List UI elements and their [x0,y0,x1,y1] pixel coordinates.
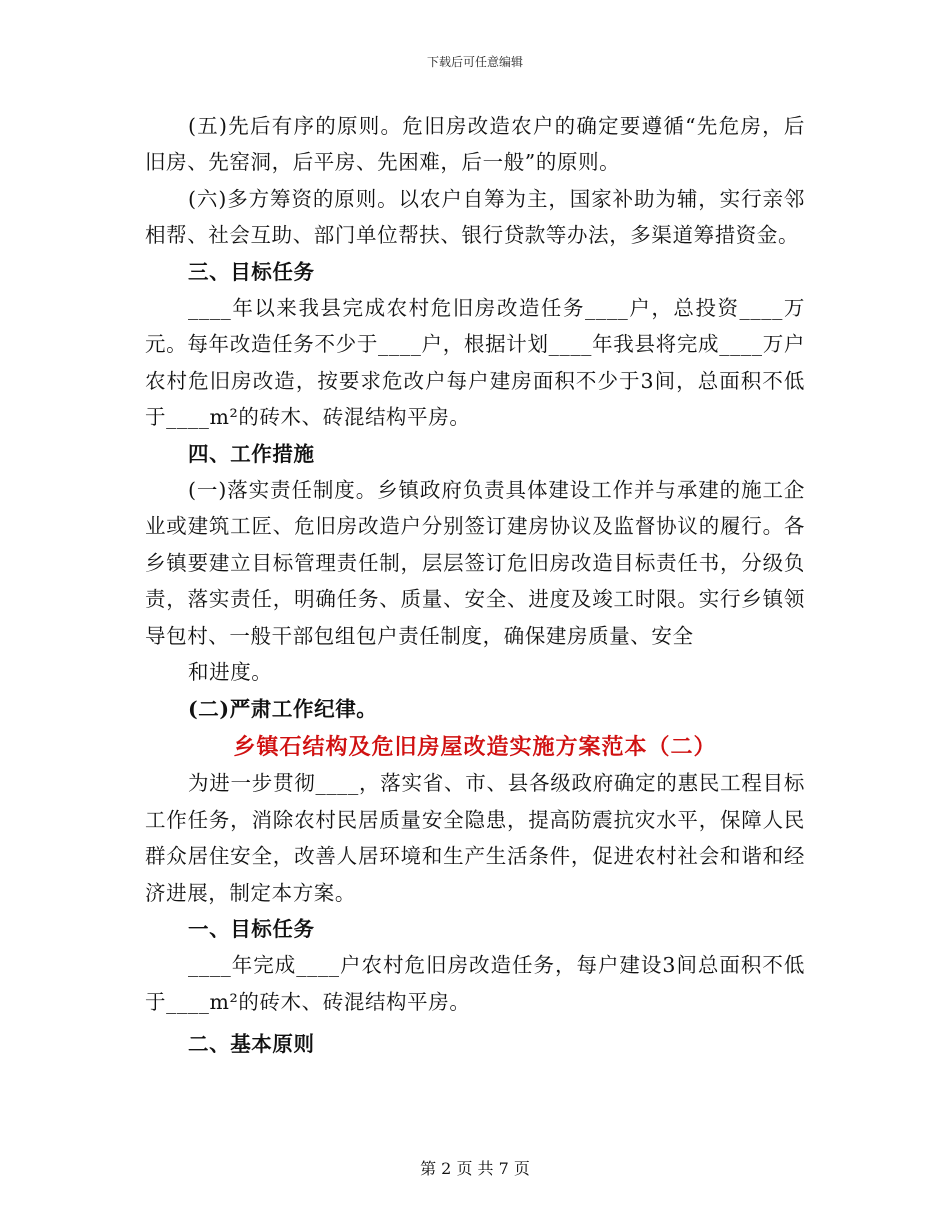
paragraph-principle-5: (五)先后有序的原则。危旧房改造农户的确定要遵循“先危房，后旧房、先窑洞，后平房、先困难，后一般”的原则。 [145,114,805,175]
paragraph-responsibility-end: 和进度。 [188,660,273,685]
document-title-2: 乡镇石结构及危旧房屋改造实施方案范本（二） [233,733,717,760]
heading-basic-principles: 二、基本原则 [188,1032,315,1057]
page-footer: 第 2 页 共 7 页 [420,1159,530,1178]
page-header: 下载后可任意编辑 [426,55,523,69]
heading-target-tasks: 一、目标任务 [188,916,315,941]
heading-discipline: (二)严肃工作纪律。 [188,696,378,721]
paragraph-responsibility: (一)落实责任制度。乡镇政府负责具体建设工作并与承建的施工企业或建筑工匠、危旧房改造户分别签订建房协议及监督协议的履行。各乡镇要建立目标管理责任制，层层签订危旧房改造目标责任书，分级负责，落实责任，明确任务、质量、安全、进度及竣工时限。实行乡镇领导包村、一般干部包组包户责任制度，确保建房质量、安全 [145,478,805,648]
document-body [145,108,805,1063]
heading-section-4: 四、工作措施 [188,441,315,466]
paragraph-target-detail: ____年完成____户农村危旧房改造任务，每户建设3间总面积不低于____m²的砖木、砖混结构平房。 [145,953,805,1014]
paragraph-principle-6: (六)多方筹资的原则。以农户自筹为主，国家补助为辅，实行亲邻相帮、社会互助、部门单位帮扶、银行贷款等办法，多渠道筹措资金。 [145,186,805,248]
paragraph-target-tasks: ____年以来我县完成农村危旧房改造任务____户，总投资____万元。每年改造任务不少于____户，根据计划____年我县将完成____万户农村危旧房改造，按要求危改户每户建房面积不少于3间，总面积不低于____m²的砖木、砖混结构平房。 [145,296,805,430]
paragraph-intro: 为进一步贯彻____，落实省、市、县各级政府确定的惠民工程目标工作任务，消除农村民居质量安全隐患，提高防震抗灾水平，保障人民群众居住安全，改善人居环境和生产生活条件，促进农村社会和谐和经济进展，制定本方案。 [145,771,805,905]
heading-section-3: 三、目标任务 [188,259,315,284]
